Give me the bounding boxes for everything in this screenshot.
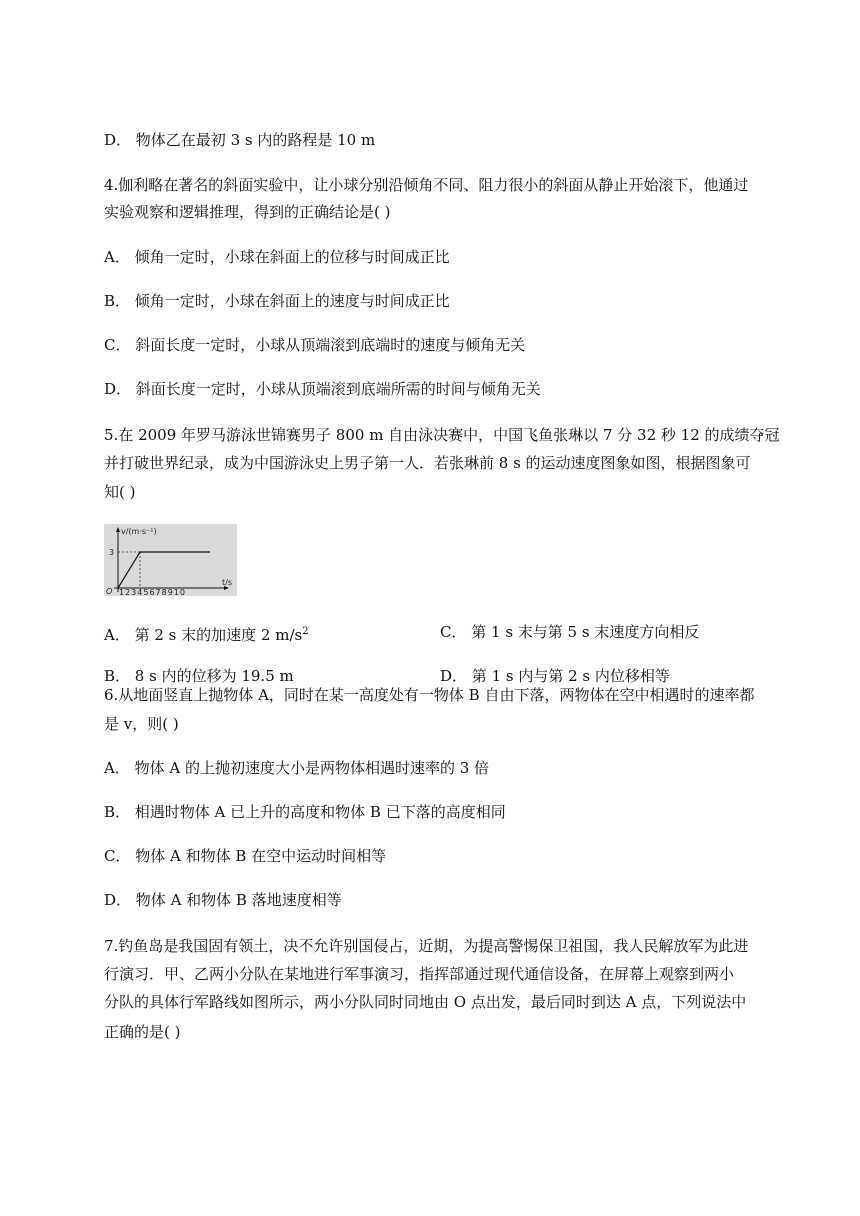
question-7-stem-3: 分队的具体行军路线如图所示，两小分队同时同地由 O 点出发，最后同时到达 A 点，下列说法中 bbox=[104, 993, 747, 1011]
graph-xticks: 12345678910 bbox=[119, 588, 186, 596]
velocity-time-graph bbox=[104, 524, 237, 596]
option-d-prev: D． 物体乙在最初 3 s 内的路程是 10 m bbox=[104, 131, 376, 149]
question-5-stem-3: 知( ) bbox=[104, 483, 136, 501]
velocity-line bbox=[118, 552, 210, 588]
y-axis-arrow bbox=[116, 527, 120, 532]
question-6-stem-2: 是 v，则( ) bbox=[104, 715, 179, 733]
question-4-option-d: D． 斜面长度一定时，小球从顶端滚到底端所需的时间与倾角无关 bbox=[104, 380, 541, 398]
question-4-stem-1: 4.伽利略在著名的斜面实验中，让小球分别沿倾角不同、阻力很小的斜面从静止开始滚下，他通过 bbox=[104, 176, 749, 194]
question-5-option-c: C． 第 1 s 末与第 5 s 末速度方向相反 bbox=[440, 623, 700, 641]
question-7-stem-4: 正确的是( ) bbox=[104, 1023, 181, 1041]
question-5-stem-2: 并打破世界纪录，成为中国游泳史上男子第一人．若张琳前 8 s 的运动速度图象如图，根据图象可 bbox=[104, 454, 751, 472]
question-6-option-d: D． 物体 A 和物体 B 落地速度相等 bbox=[104, 891, 342, 909]
question-4-option-a: A． 倾角一定时，小球在斜面上的位移与时间成正比 bbox=[104, 248, 450, 266]
question-5-option-a: A． 第 2 s 末的加速度 2 $m/s^2$ bbox=[104, 626, 309, 644]
question-7-stem-2: 行演习．甲、乙两小分队在某地进行军事演习，指挥部通过现代通信设备，在屏幕上观察到两小 bbox=[104, 965, 735, 983]
question-5-option-d: D． 第 1 s 内与第 2 s 内位移相等 bbox=[440, 667, 670, 685]
question-7-stem-1: 7.钓鱼岛是我国固有领土，决不允许别国侵占，近期，为提高警惕保卫祖国，我人民解放军为此进 bbox=[104, 937, 749, 955]
question-4-option-b: B． 倾角一定时，小球在斜面上的速度与时间成正比 bbox=[104, 292, 450, 310]
question-5-stem-1: 5.在 2009 年罗马游泳世锦赛男子 800 m 自由泳决赛中，中国飞鱼张琳以 7 分 32 秒 12 的成绩夺冠 bbox=[104, 426, 780, 444]
question-6-option-a: A． 物体 A 的上抛初速度大小是两物体相遇时速率的 3 倍 bbox=[104, 759, 490, 777]
graph-xlabel: t/s bbox=[222, 578, 232, 587]
question-4-option-c: C． 斜面长度一定时，小球从顶端滚到底端时的速度与倾角无关 bbox=[104, 336, 526, 354]
question-5-option-b: B． 8 s 内的位移为 19.5 m bbox=[104, 667, 294, 685]
question-6-stem-1: 6.从地面竖直上抛物体 A，同时在某一高度处有一物体 B 自由下落，两物体在空中相遇时的速率都 bbox=[104, 686, 755, 704]
graph-origin: O bbox=[106, 587, 113, 596]
graph-ytick: 3 bbox=[109, 548, 115, 557]
question-6-option-c: C． 物体 A 和物体 B 在空中运动时间相等 bbox=[104, 847, 387, 865]
question-4-stem-2: 实验观察和逻辑推理，得到的正确结论是( ) bbox=[104, 203, 391, 221]
question-6-option-b: B． 相遇时物体 A 已上升的高度和物体 B 已下落的高度相同 bbox=[104, 803, 506, 821]
graph-ylabel: v/(m·s⁻¹) bbox=[121, 527, 157, 536]
